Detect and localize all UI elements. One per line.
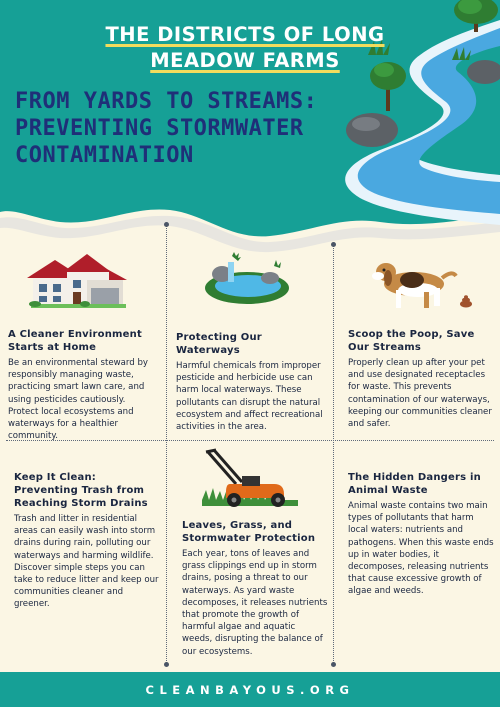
page-title: THE DISTRICTS OF LONG MEADOW FARMS <box>105 23 385 72</box>
footer-bar <box>0 672 500 707</box>
divider-dot <box>331 662 336 667</box>
section-leaves-grass <box>182 519 328 658</box>
section-cleaner-environment <box>8 328 158 442</box>
section-scoop-the-poop <box>348 328 494 430</box>
divider-dot <box>331 242 336 247</box>
section-title: Leaves, Grass, and Stormwater Protection <box>182 520 316 544</box>
divider-dot <box>164 662 169 667</box>
lawnmower-icon <box>200 448 300 510</box>
section-title: The Hidden Dangers in Animal Waste <box>348 472 481 496</box>
section-body: Each year, tons of leaves and grass clippings end up in storm drains, posing a threat to our waterways. As yard waste decomposes, it releases nutrients that promote the growth of harmful algae and aquatic weeds, disrupting the balance of our ecosystems. <box>182 549 328 657</box>
section-title: A Cleaner Environment Starts at Home <box>8 329 142 353</box>
section-protecting-waterways <box>176 331 328 433</box>
section-body: Trash and litter in residential areas can easily wash into storm drains during rain, polluting our waterways and harming wildlife. Discover simple steps you can take to reduce litter and keep our communities cleaner and greener. <box>14 514 159 610</box>
divider-vertical-left <box>166 225 167 665</box>
section-title: Scoop the Poop, Save Our Streams <box>348 329 475 353</box>
section-body: Harmful chemicals from improper pesticide and herbicide use can harm local waterways. These pollutants can disrupt the natural ecosystem and affect recreational activities in the area. <box>176 361 323 433</box>
section-body: Properly clean up after your pet and use designated receptacles for waste. This prevents contamination of our waterways, keeping our communities cleaner and safer. <box>348 358 492 430</box>
pond-icon <box>202 252 292 307</box>
section-title: Keep It Clean: Preventing Trash from Reaching Storm Drains <box>14 472 148 509</box>
house-icon <box>25 250 130 310</box>
page-subtitle: FROM YARDS TO STREAMS: PREVENTING STORMWATER CONTAMINATION <box>15 89 318 168</box>
section-title: Protecting Our Waterways <box>176 332 262 356</box>
section-keep-it-clean <box>14 471 160 611</box>
dog-icon <box>372 258 482 313</box>
section-hidden-dangers <box>348 471 494 598</box>
footer-website[interactable]: CLEANBAYOUS.ORG <box>145 682 355 697</box>
divider-dot <box>164 222 169 227</box>
divider-vertical-right <box>333 245 334 665</box>
section-body: Animal waste contains two main types of pollutants that harm local waters: nutrients and pathogens. When this waste ends up in water bodies, it decomposes, releasing nutrients that cause excessive growth of algae and weeds. <box>348 501 494 597</box>
section-body: Be an environmental steward by responsibly managing waste, practicing smart lawn care, and using pesticides cautiously. Protect local ecosystems and waterways for a healthier community. <box>8 358 149 442</box>
